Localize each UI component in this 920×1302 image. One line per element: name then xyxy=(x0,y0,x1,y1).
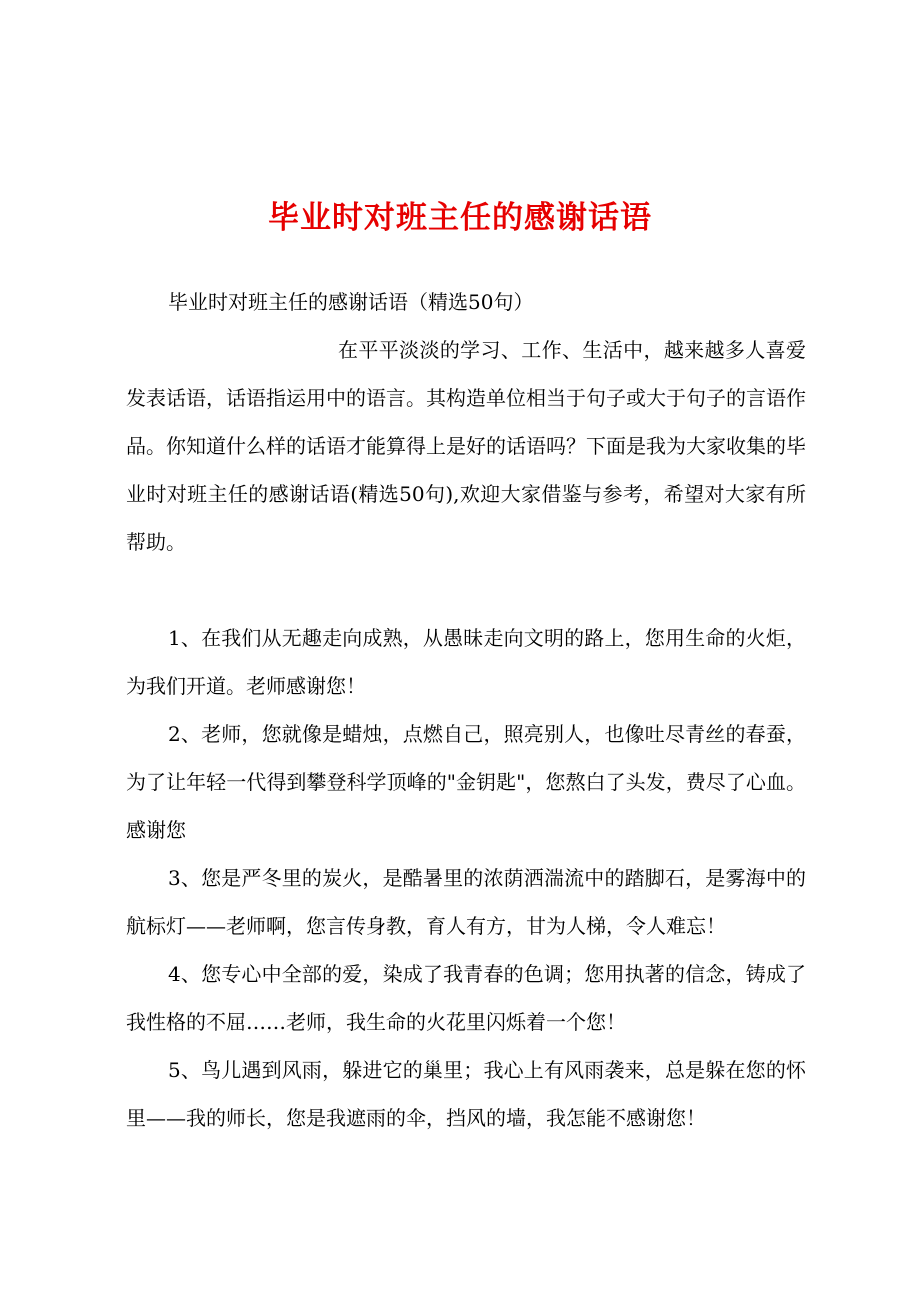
document-title: 毕业时对班主任的感谢话语 xyxy=(268,200,652,236)
subtitle-line: 毕业时对班主任的感谢话语（精选50句） xyxy=(168,290,534,314)
intro-paragraph: 在平平淡淡的学习、工作、生活中，越来越多人喜爱发表话语，话语指运用中的语言。其构造单位相当于句子或大于句子的言语作品。你知道什么样的话语才能算得上是好的话语吗？下面是我为大家收集的毕业时对班主任的感谢话语(精选50句),欢迎大家借鉴与参考，希望对大家有所帮助。 xyxy=(126,338,806,554)
document-body xyxy=(126,278,806,1142)
list-item: 2、老师，您就像是蜡烛，点燃自己，照亮别人，也像吐尽青丝的春蚕，为了让年轻一代得到攀登科学顶峰的"金钥匙"，您熬白了头发，费尽了心血。感谢您 xyxy=(126,722,806,842)
list-item: 3、您是严冬里的炭火，是酷暑里的浓荫洒湍流中的踏脚石，是雾海中的航标灯——老师啊，您言传身教，育人有方，甘为人梯，令人难忘！ xyxy=(126,866,806,938)
list-item: 1、在我们从无趣走向成熟，从愚昧走向文明的路上，您用生命的火炬，为我们开道。老师感谢您！ xyxy=(126,626,806,698)
list-item: 5、鸟儿遇到风雨，躲进它的巢里；我心上有风雨袭来，总是躲在您的怀里——我的师长，您是我遮雨的伞，挡风的墙，我怎能不感谢您！ xyxy=(126,1058,806,1130)
list-item: 4、您专心中全部的爱，染成了我青春的色调；您用执著的信念，铸成了我性格的不屈……老师，我生命的火花里闪烁着一个您！ xyxy=(126,962,806,1034)
paragraph-spacer xyxy=(126,566,806,614)
